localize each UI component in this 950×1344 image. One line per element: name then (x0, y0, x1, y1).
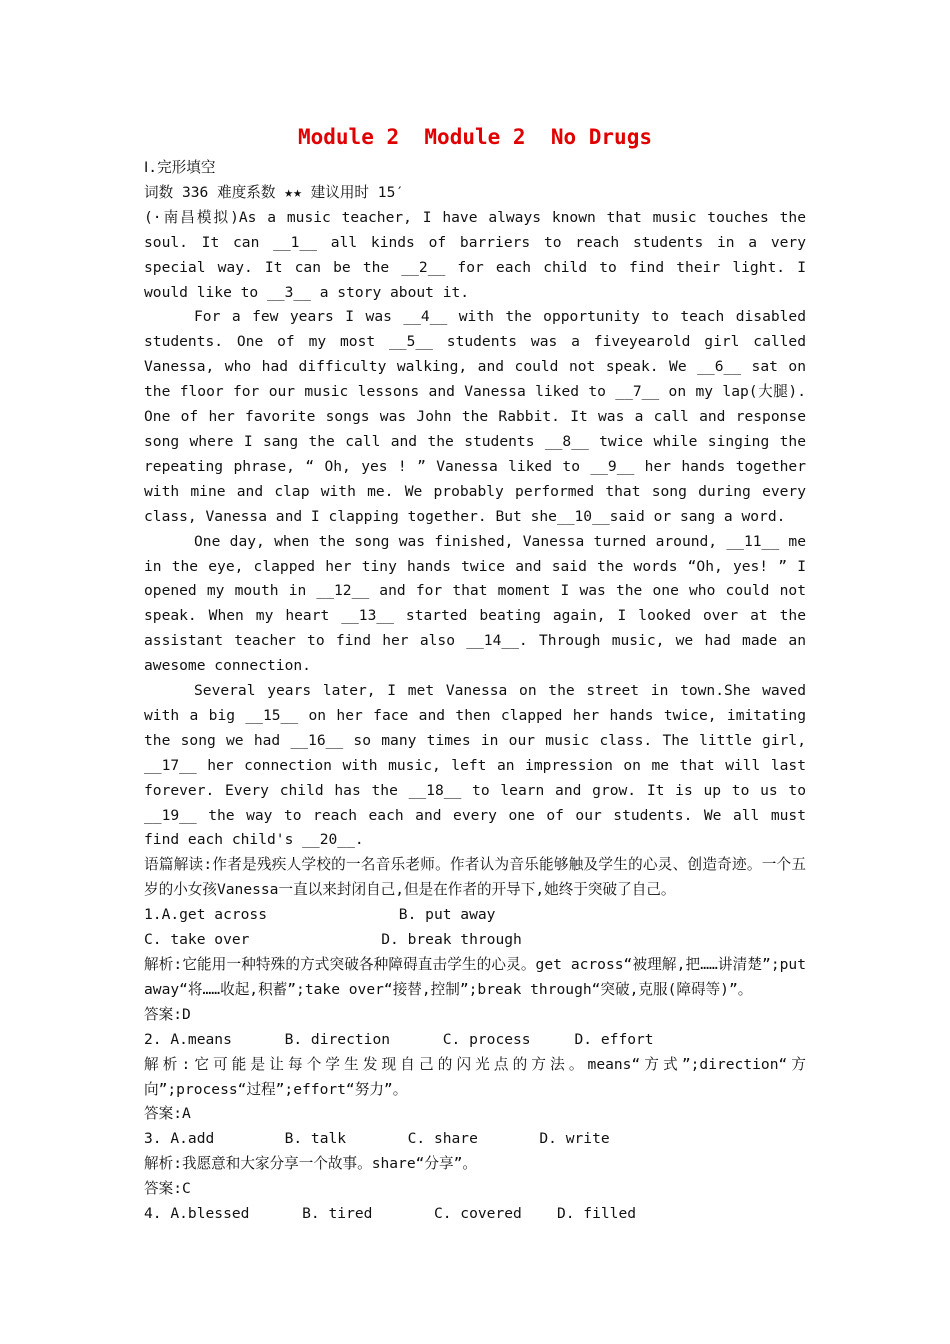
question-options: 2. A.means B. direction C. process D. effort (144, 1030, 654, 1048)
document-body (144, 156, 806, 1227)
page-title: Module 2 Module 2 No Drugs (297, 125, 652, 149)
paragraph: For a few years I was __4__ with the opportunity to teach disabled students. One of my most __5__ students was a fiveyearold girl called Vanessa, who had difficulty walking, and could not speak. We __6__ sat on the floor for our music lessons and Vanessa liked to __7__ on my lap(大腿). One of her favorite songs was John the Rabbit. It was a call and response song where I sang the call and the students __8__ twice while singing the repeating phrase, “ Oh, yes ! ” Vanessa liked to __9__ her hands together with mine and clap with me. We probably performed that song during every class, Vanessa and I clapping together. But she__10__said or sang a word. (144, 308, 806, 525)
passage-summary (144, 853, 806, 903)
question-options: C. take over D. break through (144, 931, 522, 949)
question-3 (144, 1127, 806, 1202)
paragraph: Several years later, I met Vanessa on the street in town.She waved with a big __15__ on her face and then clapped her hands twice, imitating the song we had __16__ so many times in our music class. The little girl, __17__ her connection with music, left an impression on me that will last forever. Every child has the __18__ to learn and grow. It is up to us to __19__ the way to reach each and every one of our students. We all must find each child's __20__. (144, 682, 806, 849)
question-answer: 答案:C (144, 1180, 191, 1198)
question-options: 4. A.blessed B. tired C. covered D. filled (144, 1205, 637, 1223)
paragraph: One day, when the song was finished, Vanessa turned around, __11__ me in the eye, clapped her tiny hands twice and said the words “Oh, yes! ” I opened my mouth in __12__ and for that moment I was the one who could not speak. When my heart __13__ started beating again, I looked over at the assistant teacher to find her also __14__. Through music, we had made an awesome connection. (144, 532, 806, 675)
passage (144, 206, 806, 854)
question-options: 1.A.get across B. put away (144, 906, 496, 924)
question-analysis: 解析:我愿意和大家分享一个故事。share“分享”。 (144, 1155, 477, 1173)
summary-text: 语篇解读:作者是残疾人学校的一名音乐老师。作者认为音乐能够触及学生的心灵、创造奇迹。一个五岁的小女孩Vanessa一直以来封闭自己,但是在作者的开导下,她终于突破了自己。 (144, 856, 806, 899)
question-4 (144, 1202, 806, 1227)
question-2 (144, 1028, 806, 1128)
question-analysis: 解析:它能用一种特殊的方式突破各种障碍直击学生的心灵。get across“被理解,把……讲清楚”;put away“将……收起,积蓄”;take over“接替,控制”;break through“突破,克服(障碍等)”。 (144, 956, 806, 998)
paragraph: (·南昌模拟)As a music teacher, I have always known that music touches the soul. It can __1__ all kinds of barriers to reach students in a very special way. It can be the __2__ for each child to find their light. I would like to __3__ a story about it. (144, 208, 806, 301)
passage-meta: 词数 336 难度系数 ★★ 建议用时 15′ (144, 183, 405, 201)
section-heading: Ⅰ.完形填空 (144, 159, 216, 176)
question-1 (144, 903, 806, 1028)
question-options: 3. A.add B. talk C. share D. write (144, 1130, 610, 1148)
question-answer: 答案:A (144, 1105, 191, 1123)
question-answer: 答案:D (144, 1005, 191, 1023)
question-analysis: 解析:它可能是让每个学生发现自己的闪光点的方法。means“方式”;direction“方向”;process“过程”;effort“努力”。 (144, 1055, 806, 1098)
